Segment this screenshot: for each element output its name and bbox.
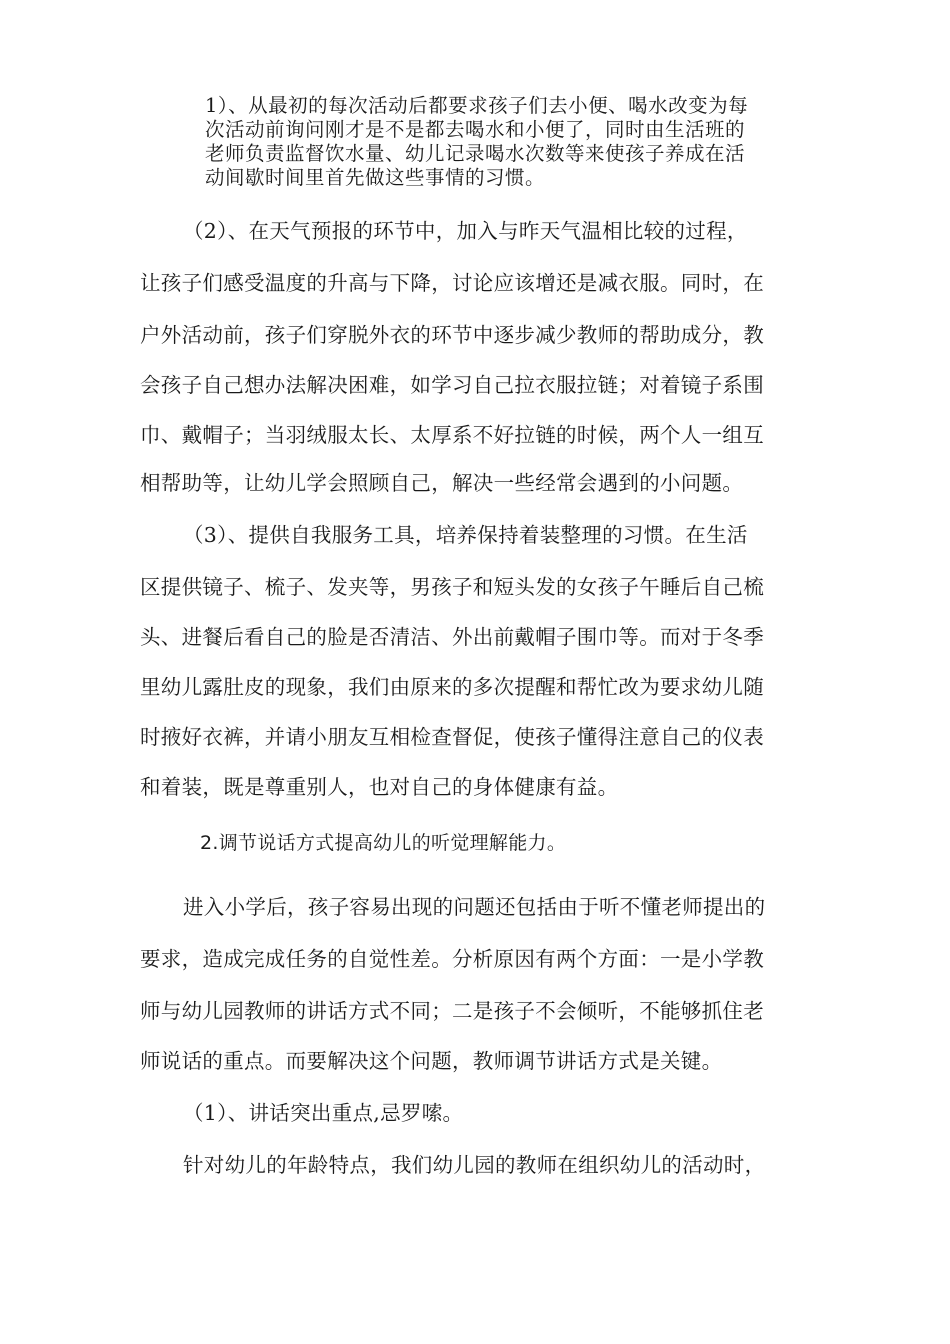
paragraph-2-line: 相帮助等，让幼儿学会照顾自己，解决一些经常会遇到的小问题。 xyxy=(140,471,744,495)
paragraph-5: （1）、讲话突出重点,忌罗嗦。 xyxy=(183,1101,464,1125)
paragraph-1-line: 老师负责监督饮水量、幼儿记录喝水次数等来使孩子养成在活 xyxy=(205,142,746,165)
paragraph-4-line: 要求，造成完成任务的自觉性差。分析原因有两个方面：一是小学教 xyxy=(140,947,764,971)
paragraph-1-line: 次活动前询问刚才是不是都去喝水和小便了，同时由生活班的 xyxy=(205,118,746,141)
paragraph-6: 针对幼儿的年龄特点，我们幼儿园的教师在组织幼儿的活动时， xyxy=(183,1153,766,1177)
paragraph-3-line: 区提供镜子、梳子、发夹等，男孩子和短头发的女孩子午睡后自己梳 xyxy=(140,575,764,599)
paragraph-4-line: 师与幼儿园教师的讲话方式不同；二是孩子不会倾听，不能够抓住老 xyxy=(140,999,764,1023)
paragraph-2-line: 巾、戴帽子；当羽绒服太长、太厚系不好拉链的时候，两个人一组互 xyxy=(140,423,764,447)
section-heading: 2.调节说话方式提高幼儿的听觉理解能力。 xyxy=(200,832,567,854)
paragraph-3-line: （3）、提供自我服务工具，培养保持着装整理的习惯。在生活 xyxy=(183,523,748,547)
paragraph-3-line: 里幼儿露肚皮的现象，我们由原来的多次提醒和帮忙改为要求幼儿随 xyxy=(140,675,764,699)
paragraph-3-line: 头、进餐后看自己的脸是否清洁、外出前戴帽子围巾等。而对于冬季 xyxy=(140,625,764,649)
paragraph-4-line: 师说话的重点。而要解决这个问题，教师调节讲话方式是关键。 xyxy=(140,1049,723,1073)
paragraph-1 xyxy=(205,94,825,190)
paragraph-2-line: （2）、在天气预报的环节中，加入与昨天气温相比较的过程， xyxy=(183,219,748,243)
paragraph-2-line: 让孩子们感受温度的升高与下降，讨论应该增还是减衣服。同时，在 xyxy=(140,271,764,295)
paragraph-3-line: 和着装，既是尊重别人，也对自己的身体健康有益。 xyxy=(140,775,619,799)
paragraph-2-line: 户外活动前，孩子们穿脱外衣的环节中逐步减少教师的帮助成分，教 xyxy=(140,323,764,347)
paragraph-1-line: 1）、从最初的每次活动后都要求孩子们去小便、喝水改变为每 xyxy=(205,94,749,117)
paragraph-1-line: 动间歇时间里首先做这些事情的习惯。 xyxy=(205,166,546,189)
paragraph-3-line: 时掖好衣裤，并请小朋友互相检查督促，使孩子懂得注意自己的仪表 xyxy=(140,725,764,749)
paragraph-4-line: 进入小学后，孩子容易出现的问题还包括由于听不懂老师提出的 xyxy=(183,895,766,919)
paragraph-2-line: 会孩子自己想办法解决困难，如学习自己拉衣服拉链；对着镜子系围 xyxy=(140,373,764,397)
